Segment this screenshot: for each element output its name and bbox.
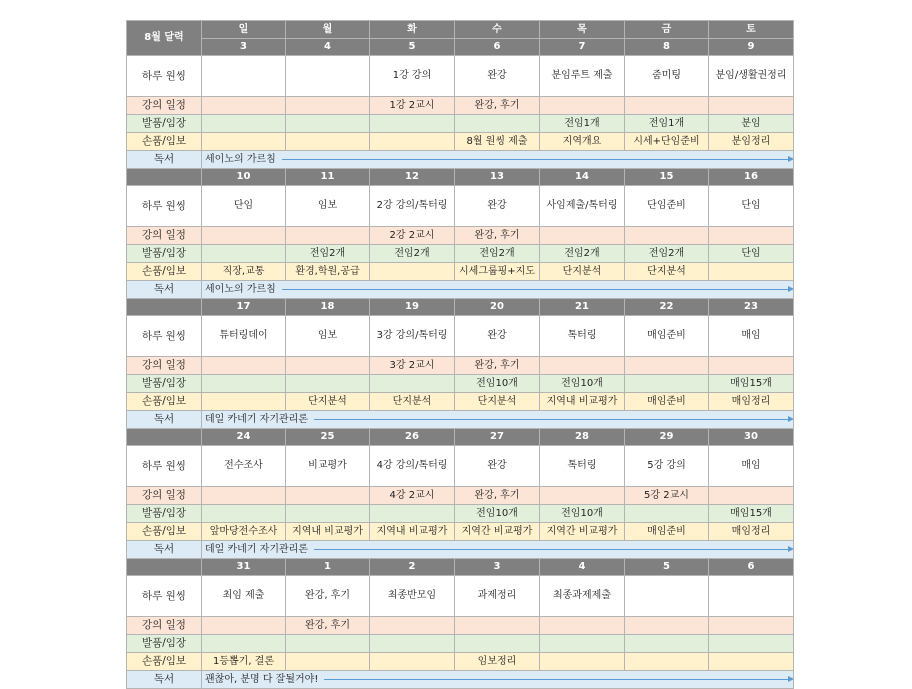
- august-calendar: [126, 20, 793, 686]
- row-lecture: [127, 97, 794, 115]
- schedule-cell: 분임: [709, 115, 794, 133]
- schedule-cell: [709, 635, 794, 653]
- row-label: 강의 일정: [127, 227, 202, 245]
- schedule-cell: 완강, 후기: [455, 227, 540, 245]
- row-reading: [127, 281, 794, 299]
- date-cell: 4: [286, 39, 370, 56]
- row-label: 발품/임장: [127, 115, 202, 133]
- date-row-spacer: [127, 169, 202, 186]
- schedule-cell: [455, 115, 540, 133]
- date-cell: 30: [709, 429, 794, 446]
- row-label: 강의 일정: [127, 487, 202, 505]
- schedule-cell: [286, 635, 370, 653]
- row-label: 손품/임보: [127, 133, 202, 151]
- row-main: [127, 56, 794, 97]
- schedule-cell: 분임루트 제출: [540, 56, 625, 97]
- schedule-cell: 매임정리: [709, 523, 794, 541]
- week-date-row: [127, 429, 794, 446]
- schedule-cell: [286, 505, 370, 523]
- date-cell: 8: [625, 39, 709, 56]
- reading-cell: [202, 151, 794, 169]
- date-cell: 27: [455, 429, 540, 446]
- row-visit: [127, 245, 794, 263]
- row-label: 하루 원씽: [127, 186, 202, 227]
- schedule-cell: 2강 강의/톡터링: [370, 186, 455, 227]
- row-label: 손품/임보: [127, 653, 202, 671]
- schedule-cell: 단지분석: [455, 393, 540, 411]
- schedule-cell: 매임준비: [625, 523, 709, 541]
- row-label: 하루 원씽: [127, 446, 202, 487]
- row-main: [127, 446, 794, 487]
- schedule-cell: 지역간 비교평가: [540, 523, 625, 541]
- week-date-row: [127, 39, 794, 56]
- date-cell: 22: [625, 299, 709, 316]
- date-cell: 12: [370, 169, 455, 186]
- schedule-cell: [709, 617, 794, 635]
- schedule-cell: [370, 635, 455, 653]
- schedule-cell: 1강 강의: [370, 56, 455, 97]
- row-main: [127, 316, 794, 357]
- row-label: 하루 원씽: [127, 576, 202, 617]
- row-visit: [127, 505, 794, 523]
- schedule-cell: 매임: [709, 316, 794, 357]
- schedule-cell: [370, 653, 455, 671]
- row-main: [127, 576, 794, 617]
- schedule-cell: 완강, 후기: [286, 617, 370, 635]
- reading-title: 데일 카네기 자기관리론: [205, 544, 311, 555]
- schedule-cell: 단임준비: [625, 186, 709, 227]
- date-cell: 28: [540, 429, 625, 446]
- row-report: [127, 653, 794, 671]
- date-cell: 3: [455, 559, 540, 576]
- schedule-cell: [709, 227, 794, 245]
- schedule-cell: [625, 227, 709, 245]
- weekday-label: 토: [709, 21, 794, 39]
- weekday-label: 수: [455, 21, 540, 39]
- schedule-cell: 3강 강의/톡터링: [370, 316, 455, 357]
- row-label: 발품/임장: [127, 505, 202, 523]
- row-label: 손품/임보: [127, 523, 202, 541]
- date-cell: 5: [370, 39, 455, 56]
- schedule-cell: 완강, 후기: [286, 576, 370, 617]
- schedule-cell: 지역내 비교평가: [370, 523, 455, 541]
- schedule-cell: 과제정리: [455, 576, 540, 617]
- date-cell: 6: [709, 559, 794, 576]
- weekday-label: 화: [370, 21, 455, 39]
- schedule-cell: [709, 263, 794, 281]
- schedule-cell: 직장,교통: [202, 263, 286, 281]
- date-row-spacer: [127, 299, 202, 316]
- schedule-cell: [202, 115, 286, 133]
- schedule-cell: 단지분석: [625, 263, 709, 281]
- date-cell: 1: [286, 559, 370, 576]
- date-cell: 23: [709, 299, 794, 316]
- schedule-cell: 단지분석: [370, 393, 455, 411]
- schedule-cell: [709, 487, 794, 505]
- schedule-cell: 전임1개: [540, 115, 625, 133]
- schedule-cell: [625, 635, 709, 653]
- schedule-cell: 시세그룹핑+지도: [455, 263, 540, 281]
- date-cell: 3: [202, 39, 286, 56]
- schedule-cell: [625, 617, 709, 635]
- schedule-cell: [202, 393, 286, 411]
- schedule-cell: 5강 강의: [625, 446, 709, 487]
- row-label: 하루 원씽: [127, 316, 202, 357]
- date-cell: 15: [625, 169, 709, 186]
- row-lecture: [127, 617, 794, 635]
- schedule-cell: 전임2개: [286, 245, 370, 263]
- row-label: 강의 일정: [127, 357, 202, 375]
- row-label: 독서: [127, 541, 202, 559]
- schedule-cell: 전임10개: [540, 505, 625, 523]
- schedule-cell: [202, 375, 286, 393]
- date-cell: 18: [286, 299, 370, 316]
- row-report: [127, 393, 794, 411]
- schedule-cell: 전임1개: [625, 115, 709, 133]
- date-cell: 2: [370, 559, 455, 576]
- date-cell: 11: [286, 169, 370, 186]
- schedule-cell: [625, 97, 709, 115]
- row-label: 독서: [127, 671, 202, 689]
- schedule-cell: [370, 133, 455, 151]
- schedule-cell: 톡터링: [540, 446, 625, 487]
- reading-cell: [202, 411, 794, 429]
- schedule-cell: [709, 97, 794, 115]
- schedule-cell: 비교평가: [286, 446, 370, 487]
- date-cell: 6: [455, 39, 540, 56]
- reading-arrow-icon: [314, 419, 789, 420]
- schedule-cell: 완강: [455, 446, 540, 487]
- schedule-cell: 최종반모임: [370, 576, 455, 617]
- row-label: 하루 원씽: [127, 56, 202, 97]
- row-label: 손품/임보: [127, 393, 202, 411]
- date-cell: 9: [709, 39, 794, 56]
- date-cell: 7: [540, 39, 625, 56]
- schedule-cell: [286, 133, 370, 151]
- schedule-cell: [709, 653, 794, 671]
- date-cell: 13: [455, 169, 540, 186]
- schedule-cell: 8월 원씽 제출: [455, 133, 540, 151]
- week-date-row: [127, 299, 794, 316]
- date-cell: 10: [202, 169, 286, 186]
- schedule-cell: 매임15개: [709, 375, 794, 393]
- reading-cell: [202, 671, 794, 689]
- reading-cell: [202, 541, 794, 559]
- date-cell: 29: [625, 429, 709, 446]
- row-lecture: [127, 357, 794, 375]
- schedule-cell: 분임/생활권정리: [709, 56, 794, 97]
- date-cell: 5: [625, 559, 709, 576]
- date-cell: 19: [370, 299, 455, 316]
- schedule-cell: [370, 375, 455, 393]
- row-reading: [127, 411, 794, 429]
- row-label: 손품/임보: [127, 263, 202, 281]
- schedule-cell: 최임 제출: [202, 576, 286, 617]
- schedule-cell: 완강, 후기: [455, 357, 540, 375]
- row-main: [127, 186, 794, 227]
- schedule-cell: [370, 505, 455, 523]
- schedule-cell: 튜터링데이: [202, 316, 286, 357]
- schedule-cell: [202, 617, 286, 635]
- schedule-cell: [202, 245, 286, 263]
- schedule-cell: 2강 2교시: [370, 227, 455, 245]
- date-cell: 20: [455, 299, 540, 316]
- schedule-cell: 전임2개: [540, 245, 625, 263]
- schedule-cell: 3강 2교시: [370, 357, 455, 375]
- weekday-label: 목: [540, 21, 625, 39]
- row-label: 독서: [127, 411, 202, 429]
- schedule-cell: [202, 635, 286, 653]
- schedule-cell: [540, 635, 625, 653]
- row-visit: [127, 375, 794, 393]
- schedule-cell: [286, 487, 370, 505]
- schedule-cell: [625, 375, 709, 393]
- schedule-cell: 사임제출/톡터링: [540, 186, 625, 227]
- date-cell: 4: [540, 559, 625, 576]
- week-date-row: [127, 559, 794, 576]
- schedule-cell: 전임2개: [455, 245, 540, 263]
- schedule-cell: [625, 357, 709, 375]
- schedule-cell: [202, 227, 286, 245]
- schedule-cell: [625, 576, 709, 617]
- date-cell: 17: [202, 299, 286, 316]
- reading-arrow-icon: [324, 679, 789, 680]
- schedule-cell: 완강: [455, 186, 540, 227]
- schedule-cell: 임보: [286, 186, 370, 227]
- schedule-cell: [540, 653, 625, 671]
- schedule-cell: [540, 487, 625, 505]
- schedule-cell: [286, 375, 370, 393]
- schedule-cell: 4강 강의/톡터링: [370, 446, 455, 487]
- schedule-cell: [625, 505, 709, 523]
- schedule-cell: [286, 653, 370, 671]
- row-reading: [127, 671, 794, 689]
- reading-arrow-icon: [314, 549, 789, 550]
- schedule-cell: [540, 617, 625, 635]
- schedule-cell: 단임: [709, 245, 794, 263]
- reading-title: 데일 카네기 자기관리론: [205, 414, 311, 425]
- row-label: 강의 일정: [127, 617, 202, 635]
- schedule-cell: [286, 115, 370, 133]
- schedule-cell: [625, 653, 709, 671]
- schedule-cell: 4강 2교시: [370, 487, 455, 505]
- schedule-cell: [202, 56, 286, 97]
- row-label: 발품/임장: [127, 375, 202, 393]
- row-visit: [127, 635, 794, 653]
- schedule-cell: 매임15개: [709, 505, 794, 523]
- schedule-cell: 지역간 비교평가: [455, 523, 540, 541]
- schedule-cell: 매임준비: [625, 316, 709, 357]
- date-cell: 16: [709, 169, 794, 186]
- weekday-header-row: [127, 21, 794, 39]
- row-lecture: [127, 227, 794, 245]
- schedule-cell: [286, 227, 370, 245]
- row-report: [127, 523, 794, 541]
- schedule-cell: 완강: [455, 316, 540, 357]
- schedule-cell: [540, 227, 625, 245]
- schedule-cell: 지역내 비교평가: [540, 393, 625, 411]
- row-label: 강의 일정: [127, 97, 202, 115]
- date-row-spacer: [127, 429, 202, 446]
- schedule-cell: 단지분석: [540, 263, 625, 281]
- schedule-cell: 최종과제제출: [540, 576, 625, 617]
- schedule-cell: 지역내 비교평가: [286, 523, 370, 541]
- weekday-label: 월: [286, 21, 370, 39]
- date-cell: 25: [286, 429, 370, 446]
- schedule-cell: [370, 263, 455, 281]
- reading-title: 세이노의 가르침: [205, 154, 279, 165]
- schedule-cell: 5강 2교시: [625, 487, 709, 505]
- schedule-cell: 전임2개: [370, 245, 455, 263]
- schedule-cell: 시세+단임준비: [625, 133, 709, 151]
- reading-title: 세이노의 가르침: [205, 284, 279, 295]
- date-cell: 21: [540, 299, 625, 316]
- schedule-cell: [455, 635, 540, 653]
- schedule-cell: 매임정리: [709, 393, 794, 411]
- schedule-cell: [540, 357, 625, 375]
- schedule-cell: 지역개요: [540, 133, 625, 151]
- schedule-cell: 단지분석: [286, 393, 370, 411]
- schedule-cell: 전임10개: [540, 375, 625, 393]
- row-label: 발품/임장: [127, 635, 202, 653]
- row-lecture: [127, 487, 794, 505]
- schedule-cell: 완강, 후기: [455, 97, 540, 115]
- schedule-cell: 임보: [286, 316, 370, 357]
- row-label: 독서: [127, 151, 202, 169]
- schedule-cell: 단임: [709, 186, 794, 227]
- weekday-label: 일: [202, 21, 286, 39]
- reading-arrow-icon: [282, 289, 789, 290]
- schedule-cell: [286, 56, 370, 97]
- reading-arrow-icon: [282, 159, 789, 160]
- schedule-cell: 완강: [455, 56, 540, 97]
- schedule-cell: 임보정리: [455, 653, 540, 671]
- schedule-cell: [286, 97, 370, 115]
- schedule-cell: 전수조사: [202, 446, 286, 487]
- schedule-cell: [370, 617, 455, 635]
- schedule-cell: 전임10개: [455, 375, 540, 393]
- date-cell: 14: [540, 169, 625, 186]
- schedule-cell: [202, 133, 286, 151]
- schedule-cell: [202, 97, 286, 115]
- row-report: [127, 263, 794, 281]
- schedule-cell: 앞마당전수조사: [202, 523, 286, 541]
- row-label: 발품/임장: [127, 245, 202, 263]
- schedule-cell: 1등뽑기, 결론: [202, 653, 286, 671]
- schedule-cell: [286, 357, 370, 375]
- schedule-cell: 줌미팅: [625, 56, 709, 97]
- row-visit: [127, 115, 794, 133]
- date-cell: 26: [370, 429, 455, 446]
- schedule-cell: 톡터링: [540, 316, 625, 357]
- schedule-cell: [202, 487, 286, 505]
- week-date-row: [127, 169, 794, 186]
- schedule-cell: 분임정리: [709, 133, 794, 151]
- schedule-cell: [709, 576, 794, 617]
- schedule-cell: [709, 357, 794, 375]
- schedule-cell: [370, 115, 455, 133]
- date-cell: 24: [202, 429, 286, 446]
- schedule-cell: 1강 2교시: [370, 97, 455, 115]
- month-label: 8월 달력: [127, 21, 202, 56]
- schedule-cell: [455, 617, 540, 635]
- reading-cell: [202, 281, 794, 299]
- weekday-label: 금: [625, 21, 709, 39]
- schedule-cell: 완강, 후기: [455, 487, 540, 505]
- date-cell: 31: [202, 559, 286, 576]
- row-label: 독서: [127, 281, 202, 299]
- schedule-cell: 환경,학원,공급: [286, 263, 370, 281]
- schedule-cell: [540, 97, 625, 115]
- reading-title: 괜찮아, 분명 다 잘될거야!: [205, 674, 321, 685]
- schedule-cell: 전임10개: [455, 505, 540, 523]
- schedule-cell: 매임준비: [625, 393, 709, 411]
- schedule-cell: 매임: [709, 446, 794, 487]
- date-row-spacer: [127, 559, 202, 576]
- row-reading: [127, 541, 794, 559]
- schedule-cell: [202, 357, 286, 375]
- row-report: [127, 133, 794, 151]
- row-reading: [127, 151, 794, 169]
- schedule-cell: 단임: [202, 186, 286, 227]
- calendar-table: [126, 20, 794, 689]
- schedule-cell: [202, 505, 286, 523]
- schedule-cell: 전임2개: [625, 245, 709, 263]
